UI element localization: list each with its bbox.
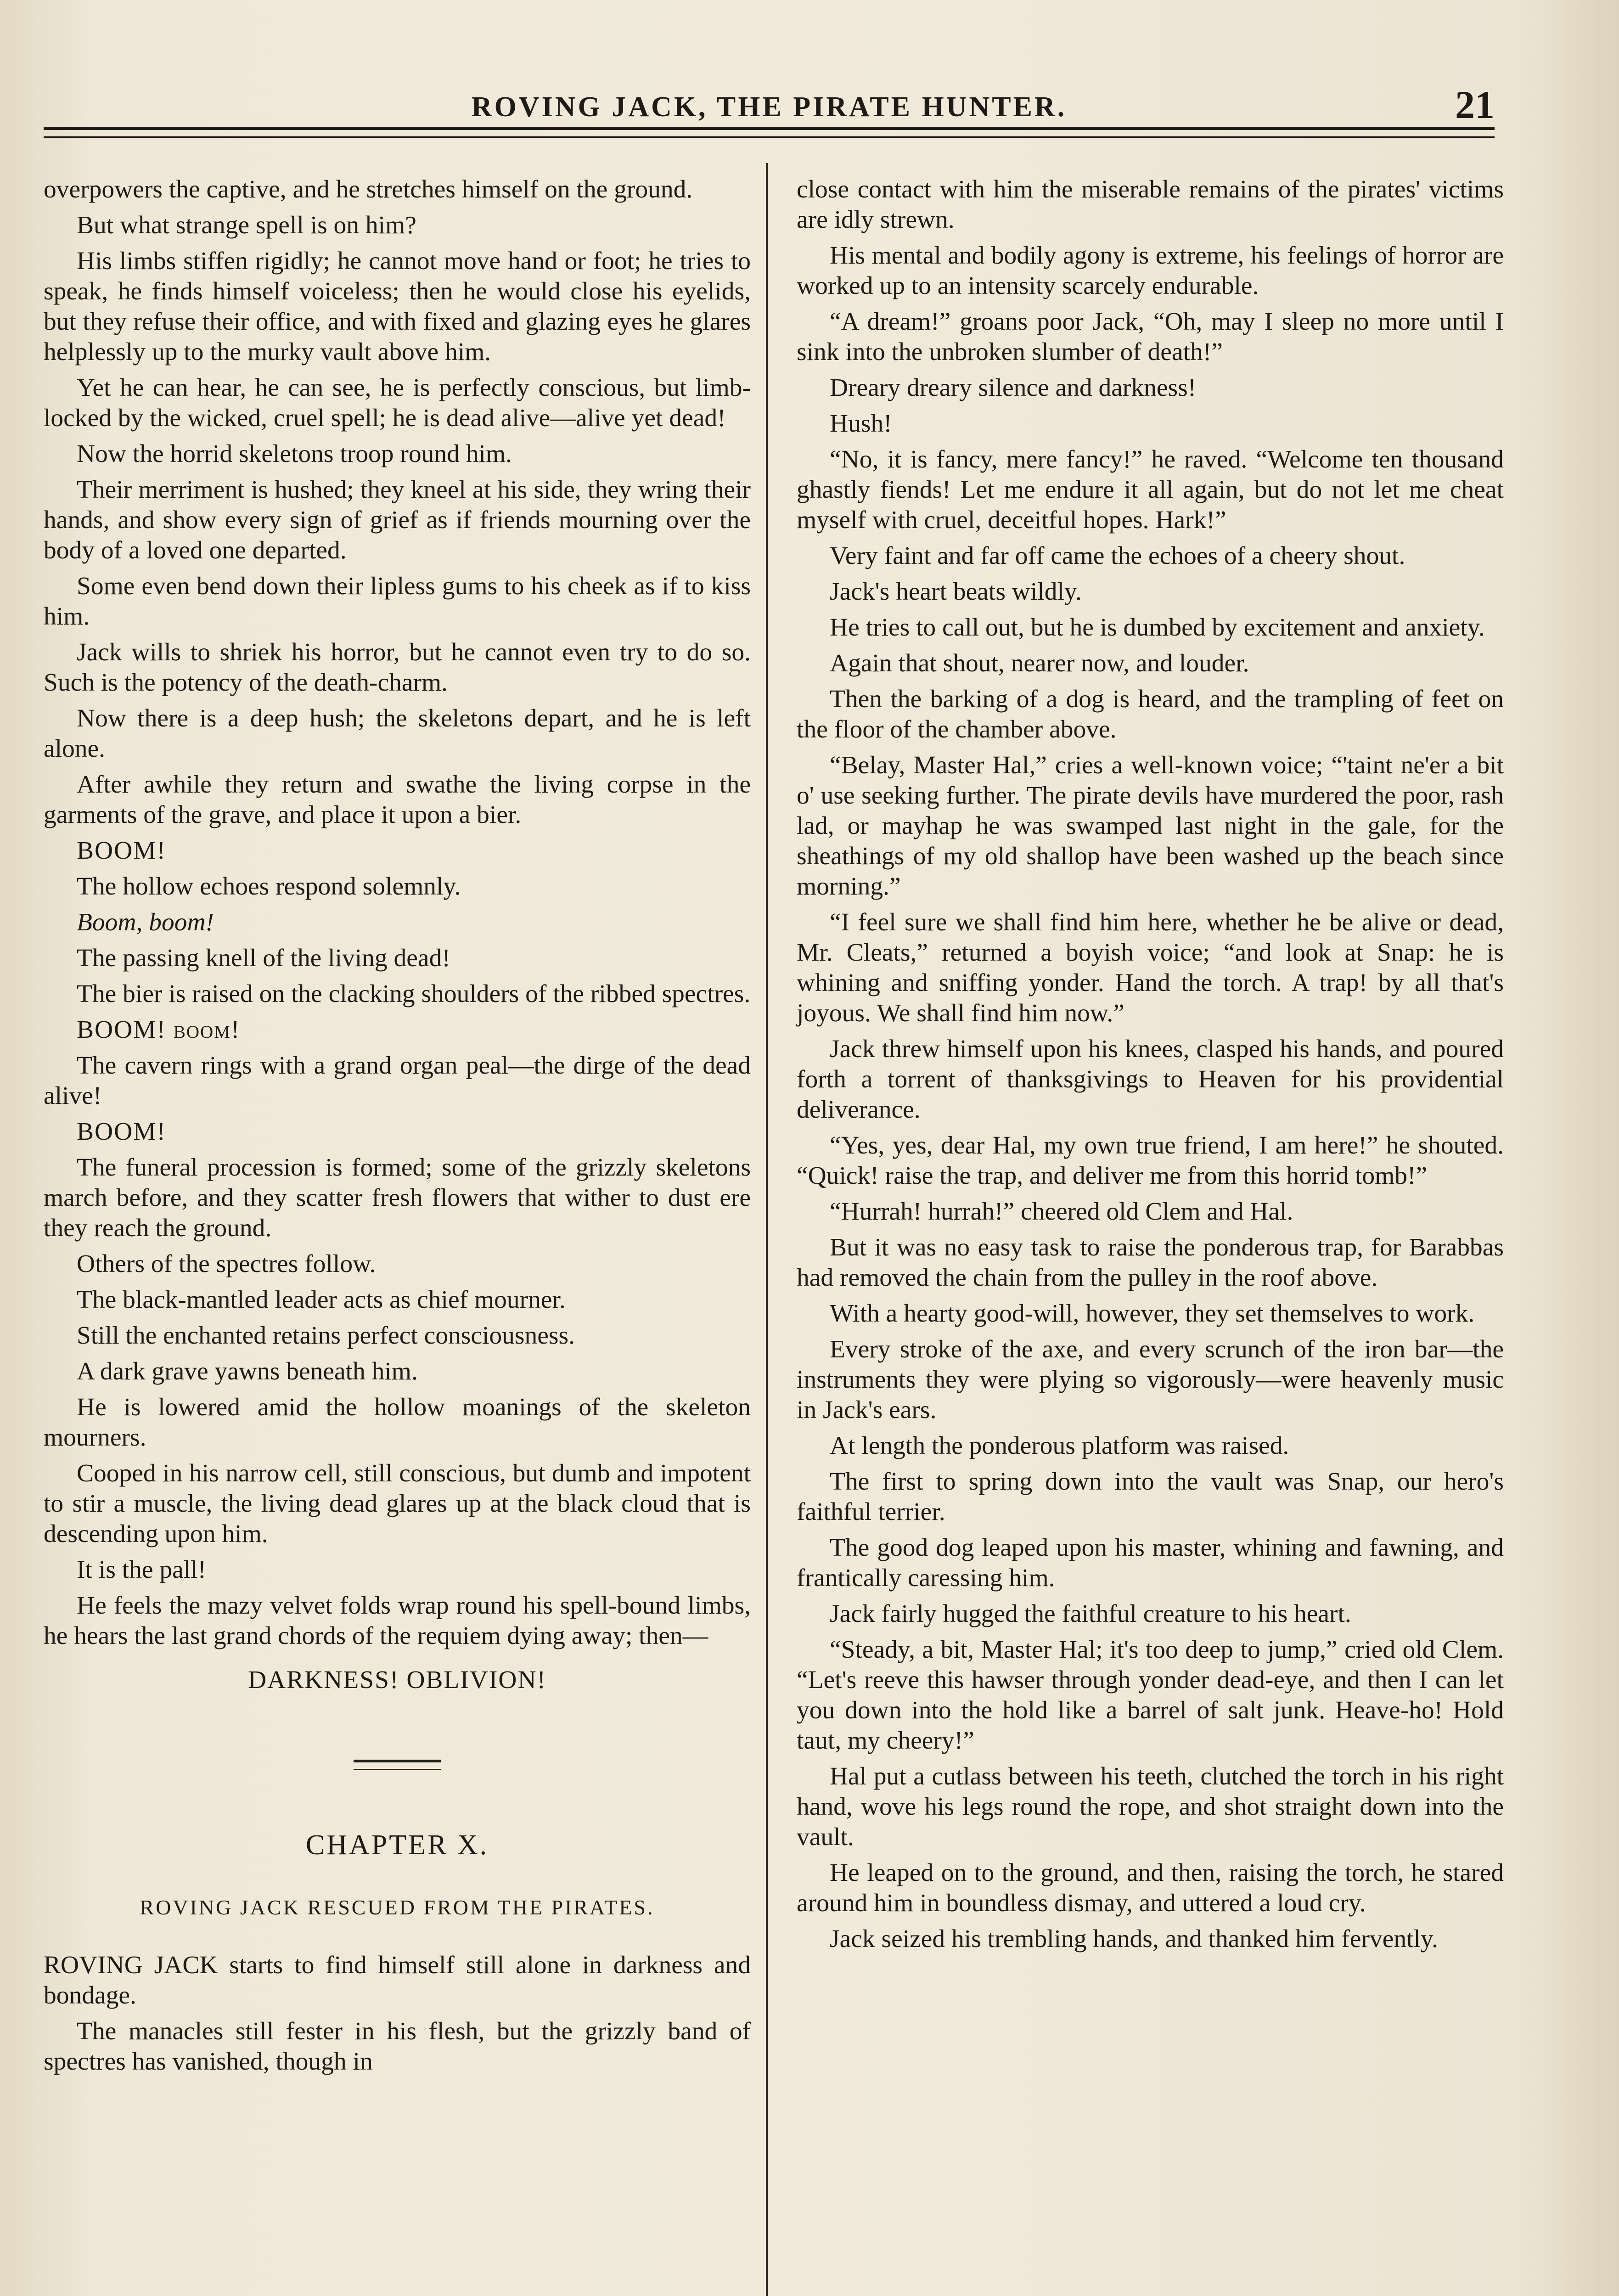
paragraph: Cooped in his narrow cell, still conscious, but dumb and impotent to stir a muscle, the living dead glares up at the black cloud that is descending upon him. [44, 1459, 751, 1548]
paragraph: The black-mantled leader acts as chief mourner. [77, 1286, 566, 1314]
paragraph: “Hurrah! hurrah!” cheered old Clem and Hal. [830, 1198, 1293, 1226]
paragraph: His mental and bodily agony is extreme, his feelings of horror are worked up to an intensity scarcely endurable. [797, 242, 1504, 300]
paragraph: “Yes, yes, dear Hal, my own true friend, I am here!” he shouted. “Quick! raise the trap, and deliver me from this horrid tomb!” [797, 1131, 1504, 1190]
paragraph: Still the enchanted retains perfect consciousness. [77, 1322, 575, 1350]
paragraph: The cavern rings with a grand organ peal—the dirge of the dead alive! [44, 1052, 751, 1110]
paragraph: BOOM! [77, 1118, 167, 1146]
paragraph: Then the barking of a dog is heard, and the trampling of feet on the floor of the chamber above. [797, 685, 1504, 743]
chapter-number: CHAPTER X. [305, 1829, 489, 1861]
paragraph: Jack's heart beats wildly. [830, 578, 1082, 606]
paragraph: “Belay, Master Hal,” cries a well-known voice; “'taint ne'er a bit o' use seeking further. The pirate devils have murdered the poor, rash lad, or mayhap he was swamped last night in the gale, for the sheathings of my old shallop have been washed up the beach since morning.” [797, 751, 1504, 900]
paragraph: BOOM! [77, 837, 167, 865]
paragraph: Some even bend down their lipless gums to his cheek as if to kiss him. [44, 572, 751, 630]
paragraph: Every stroke of the axe, and every scrunch of the iron bar—the instruments they were plying so vigorously—were heavenly music in Jack's ears. [797, 1335, 1504, 1424]
page-number: 21 [1455, 83, 1495, 127]
paragraph: Very faint and far off came the echoes of a cheery shout. [830, 542, 1405, 570]
right-column [797, 174, 1504, 1960]
paragraph: The passing knell of the living dead! [77, 944, 450, 972]
paragraph: At length the ponderous platform was raised. [830, 1432, 1289, 1460]
paragraph: Hush! [830, 410, 892, 438]
paragraph: The manacles still fester in his flesh, but the grizzly band of spectres has vanished, though in [44, 2017, 751, 2076]
paragraph: Others of the spectres follow. [77, 1250, 376, 1278]
paragraph: But what strange spell is on him? [77, 211, 416, 239]
page-header [44, 78, 1495, 138]
paragraph: The bier is raised on the clacking shoulders of the ribbed spectres. [77, 980, 751, 1008]
paragraph: The good dog leaped upon his master, whining and fawning, and frantically caressing him. [797, 1534, 1504, 1592]
paragraph: It is the pall! [77, 1556, 207, 1584]
paragraph: Dreary dreary silence and darkness! [830, 374, 1197, 402]
paragraph: “No, it is fancy, mere fancy!” he raved. “Welcome ten thousand ghastly fiends! Let me endure it all again, but do not let me cheat myself with cruel, deceitful hopes. Hark!” [797, 445, 1504, 534]
paragraph: “A dream!” groans poor Jack, “Oh, may I sleep no more until I sink into the unbroken slumber of death!” [797, 308, 1504, 366]
paragraph: overpowers the captive, and he stretches himself on the ground. [44, 175, 693, 203]
paragraph: The funeral procession is formed; some of the grizzly skeletons march before, and they scatter fresh flowers that wither to dust ere they reach the ground. [44, 1154, 751, 1242]
paragraph: Jack fairly hugged the faithful creature to his heart. [830, 1600, 1351, 1628]
paragraph: With a hearty good-will, however, they set themselves to work. [830, 1300, 1475, 1328]
paragraph: The first to spring down into the vault was Snap, our hero's faithful terrier. [797, 1468, 1504, 1526]
paragraph: Boom, boom! [77, 908, 214, 936]
paragraph: Jack seized his trembling hands, and thanked him fervently. [830, 1925, 1438, 1953]
left-column [44, 174, 751, 2082]
paragraph: Jack threw himself upon his knees, clasped his hands, and poured forth a torrent of thanksgivings to Heaven for his providential deliverance. [797, 1035, 1504, 1124]
paragraph: ROVING JACK starts to find himself still alone in darkness and bondage. [44, 1951, 751, 2009]
section-rule [354, 1760, 441, 1770]
paragraph: He tries to call out, but he is dumbed by excitement and anxiety. [830, 613, 1485, 642]
paragraph: He is lowered amid the hollow moanings of the skeleton mourners. [44, 1393, 751, 1452]
paragraph: “Steady, a bit, Master Hal; it's too deep to jump,” cried old Clem. “Let's reeve this hawser through yonder dead-eye, and then I can let you down into the hold like a barrel of salt junk. Heave-ho! Hold taut, my cheery!” [797, 1636, 1504, 1755]
running-head: ROVING JACK, THE PIRATE HUNTER. [471, 91, 1067, 123]
paragraph: The hollow echoes respond solemnly. [77, 872, 461, 900]
paragraph: Now there is a deep hush; the skeletons depart, and he is left alone. [44, 704, 751, 763]
paragraph: He feels the mazy velvet folds wrap round his spell-bound limbs, he hears the last grand chords of the requiem dying away; then— [44, 1592, 751, 1650]
chapter-subtitle: ROVING JACK RESCUED FROM THE PIRATES. [140, 1896, 655, 1919]
paragraph: A dark grave yawns beneath him. [77, 1357, 418, 1385]
paragraph: Hal put a cutlass between his teeth, clutched the torch in his right hand, wove his legs round the rope, and shot straight down into the vault. [797, 1762, 1504, 1851]
paragraph: After awhile they return and swathe the living corpse in the garments of the grave, and place it upon a bier. [44, 771, 751, 829]
paragraph: Now the horrid skeletons troop round him. [77, 440, 512, 468]
column-divider [766, 163, 768, 2296]
paragraph: He leaped on to the ground, and then, raising the torch, he stared around him in boundless dismay, and uttered a loud cry. [797, 1859, 1504, 1917]
paragraph: DARKNESS! OBLIVION! [247, 1666, 547, 1694]
paragraph: But it was no easy task to raise the ponderous trap, for Barabbas had removed the chain from the pulley in the roof above. [797, 1233, 1504, 1292]
paragraph: Their merriment is hushed; they kneel at his side, they wring their hands, and show every sign of grief as if friends mourning over the body of a loved one departed. [44, 476, 751, 564]
header-rule [44, 127, 1495, 138]
paragraph: “I feel sure we shall find him here, whether he be alive or dead, Mr. Cleats,” returned a boyish voice; “and look at Snap: he is whining and sniffing yonder. Hand the torch. A trap! by all that's joyous. We shall find him now.” [797, 908, 1504, 1027]
paragraph: BOOM! boom! [77, 1016, 241, 1044]
paragraph: Yet he can hear, he can see, he is perfectly conscious, but limb-locked by the wicked, cruel spell; he is dead alive—alive yet dead! [44, 374, 751, 432]
paragraph: Jack wills to shriek his horror, but he cannot even try to do so. Such is the potency of the death-charm. [44, 638, 751, 697]
paragraph: Again that shout, nearer now, and louder. [830, 649, 1249, 677]
paragraph: His limbs stiffen rigidly; he cannot move hand or foot; he tries to speak, he finds himself voiceless; then he would close his eyelids, but they refuse their office, and with fixed and glazing eyes he glares helplessly up to the murky vault above him. [44, 247, 751, 366]
paragraph: close contact with him the miserable remains of the pirates' victims are idly strewn. [797, 175, 1504, 234]
